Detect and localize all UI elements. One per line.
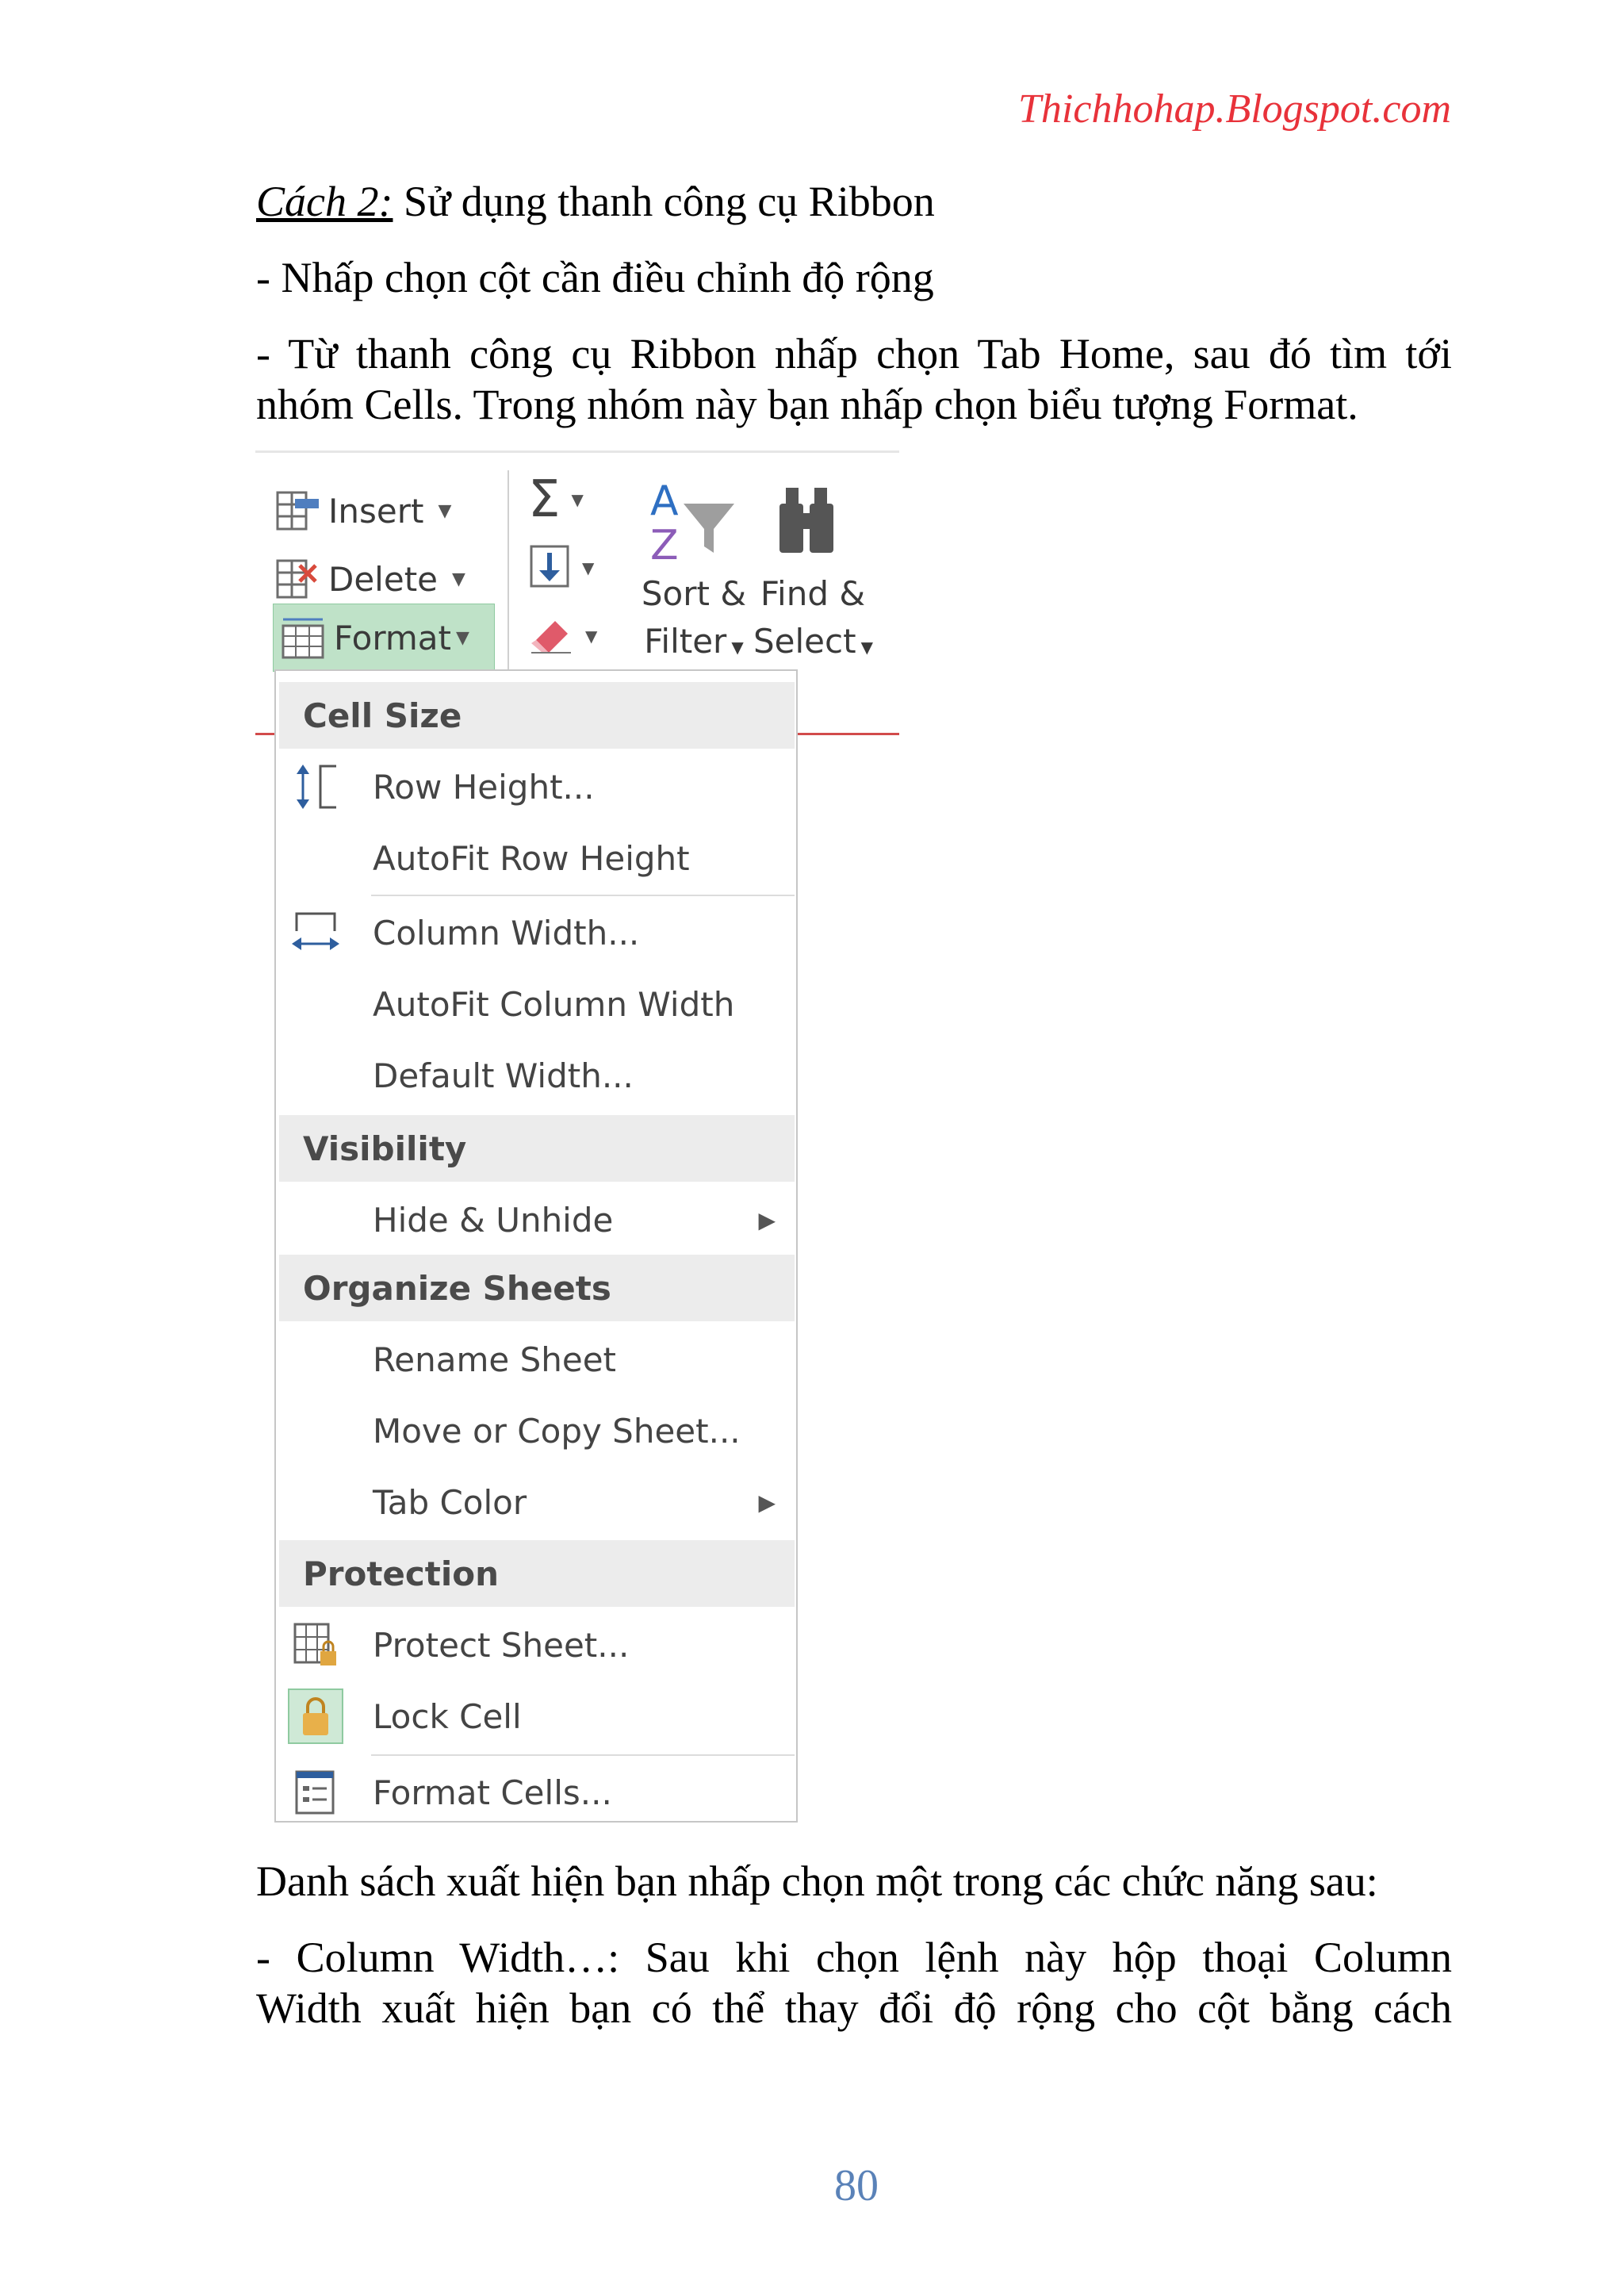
chevron-down-icon: ▼ <box>452 569 465 589</box>
row-height-label: Row Height... <box>373 767 595 807</box>
after-text-2: - Column Width…: Sau khi chọn lệnh này hộp thoại Column <box>256 1934 1452 1981</box>
find-select-label-1: Find & <box>760 574 866 613</box>
method-line <box>256 176 1452 227</box>
menu-item-default-width[interactable] <box>279 1041 795 1110</box>
method-label: Cách 2: <box>256 178 393 225</box>
chevron-down-icon: ▼ <box>456 627 469 648</box>
sort-filter-icon <box>634 477 753 564</box>
format-cells-label: Format Cells... <box>373 1773 612 1812</box>
fill-down-icon <box>528 543 571 592</box>
tab-color-label: Tab Color <box>373 1482 527 1522</box>
sort-filter-label-2: Filter ▼ <box>644 622 744 661</box>
delete-label: Delete <box>328 559 438 599</box>
hide-unhide-label: Hide & Unhide <box>373 1200 614 1240</box>
find-select-label-2: Select ▼ <box>753 622 873 661</box>
instruction-line-2a: - Từ thanh công cụ Ribbon nhấp chọn Tab Home, sau đó tìm tới <box>256 330 1452 378</box>
lock-icon <box>287 1688 344 1745</box>
menu-item-hide-unhide[interactable] <box>279 1185 795 1255</box>
insert-label: Insert <box>328 491 424 531</box>
method-text: Sử dụng thanh công cụ Ribbon <box>393 178 935 225</box>
autosum-button[interactable] <box>528 472 584 527</box>
menu-item-move-copy-sheet[interactable] <box>279 1396 795 1466</box>
protect-sheet-icon <box>290 1619 341 1670</box>
page-number: 80 <box>834 2161 879 2210</box>
autofit-row-label: AutoFit Row Height <box>373 838 690 878</box>
move-copy-label: Move or Copy Sheet... <box>373 1411 741 1451</box>
chevron-down-icon: ▼ <box>731 638 744 657</box>
instruction-line-2b: nhóm Cells. Trong nhóm này bạn nhấp chọn biểu tượng Format. <box>256 381 1358 428</box>
binoculars-icon <box>753 477 872 564</box>
instruction-line-1: - Nhấp chọn cột cần điều chỉnh độ rộng <box>256 254 934 301</box>
section-cell-size: Cell Size <box>279 682 795 749</box>
column-width-icon <box>290 907 341 958</box>
excel-format-screenshot <box>255 450 899 1823</box>
clear-button[interactable] <box>528 608 597 664</box>
section-organize-sheets: Organize Sheets <box>279 1255 795 1321</box>
section-protection: Protection <box>279 1540 795 1607</box>
rename-sheet-label: Rename Sheet <box>373 1340 617 1379</box>
submenu-arrow-icon: ▶ <box>758 1489 776 1516</box>
format-button[interactable] <box>273 604 495 672</box>
insert-cells-icon <box>274 488 324 534</box>
chevron-down-icon: ▼ <box>582 558 595 577</box>
svg-text:A: A <box>650 477 679 525</box>
format-label: Format <box>334 618 452 657</box>
sort-filter-label-1: Sort & <box>641 574 747 613</box>
chevron-down-icon: ▼ <box>571 490 584 509</box>
chevron-down-icon: ▼ <box>438 500 452 521</box>
site-header-link[interactable]: Thichhohap.Blogspot.com <box>1018 86 1451 132</box>
fill-button[interactable] <box>528 540 594 596</box>
format-cells-dialog-icon <box>290 1767 341 1818</box>
sort-filter-button[interactable] <box>634 477 753 671</box>
delete-button[interactable] <box>274 548 465 610</box>
sigma-icon: Σ <box>528 470 561 529</box>
chevron-down-icon: ▼ <box>860 638 873 657</box>
format-dropdown-menu <box>274 669 798 1823</box>
insert-button[interactable] <box>274 480 451 542</box>
menu-separator <box>371 895 795 896</box>
chevron-down-icon: ▼ <box>585 627 598 646</box>
find-select-button[interactable] <box>753 477 872 671</box>
menu-item-autofit-column-width[interactable] <box>279 969 795 1039</box>
autofit-column-label: AutoFit Column Width <box>373 984 735 1024</box>
eraser-icon <box>528 615 574 657</box>
row-height-icon <box>290 761 341 812</box>
submenu-arrow-icon: ▶ <box>758 1206 776 1233</box>
menu-item-format-cells[interactable] <box>279 1757 795 1827</box>
menu-item-autofit-row-height[interactable] <box>279 823 795 893</box>
after-text-1: Danh sách xuất hiện bạn nhấp chọn một trong các chức năng sau: <box>256 1857 1378 1905</box>
menu-separator <box>371 1754 795 1756</box>
protect-sheet-label: Protect Sheet... <box>373 1625 630 1665</box>
format-cells-icon <box>280 615 329 661</box>
menu-item-rename-sheet[interactable] <box>279 1324 795 1394</box>
after-text-3: Width xuất hiện bạn có thể thay đổi độ rộng cho cột bằng cách <box>256 1984 1452 2032</box>
delete-cells-icon <box>274 556 324 602</box>
lock-cell-label: Lock Cell <box>373 1696 522 1736</box>
menu-item-lock-cell[interactable] <box>279 1681 795 1751</box>
ribbon-divider <box>508 470 509 684</box>
default-width-label: Default Width... <box>373 1056 634 1095</box>
menu-item-column-width[interactable] <box>279 898 795 968</box>
section-visibility: Visibility <box>279 1115 795 1182</box>
menu-item-tab-color[interactable] <box>279 1467 795 1537</box>
menu-item-row-height[interactable] <box>279 752 795 822</box>
svg-text:Z: Z <box>650 522 679 564</box>
column-width-label: Column Width... <box>373 913 640 953</box>
menu-item-protect-sheet[interactable] <box>279 1610 795 1680</box>
